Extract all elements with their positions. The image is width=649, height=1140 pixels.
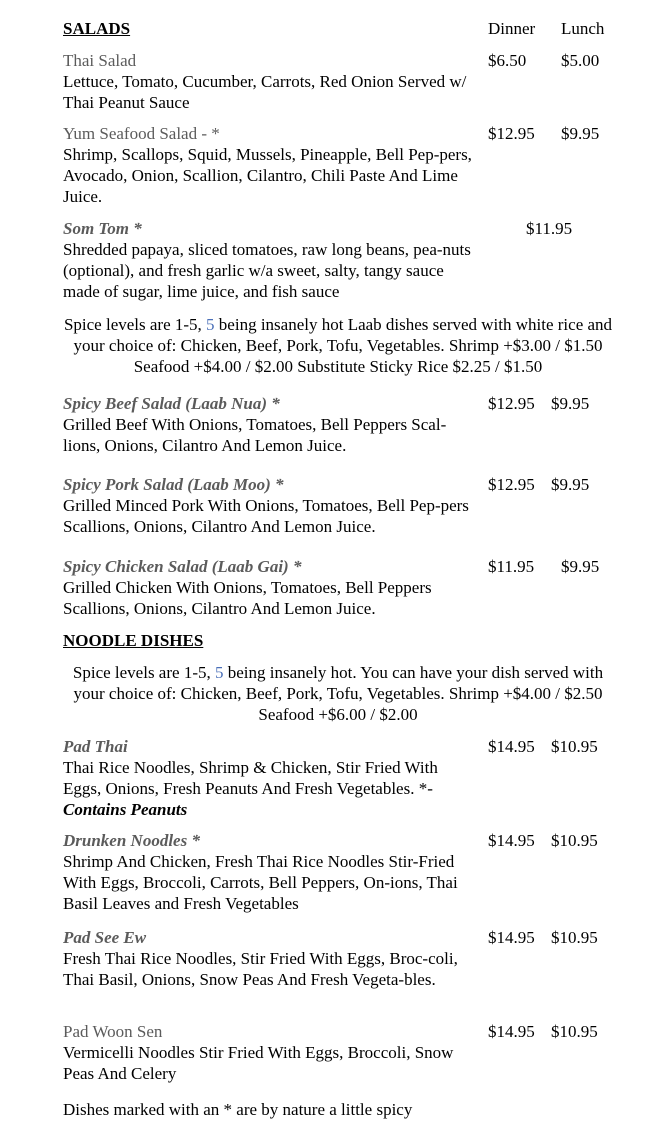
price-lunch: $10.95	[551, 737, 598, 756]
price-dinner: $6.50	[488, 51, 527, 70]
menu-item-name: Pad See Ew	[63, 928, 147, 947]
col-dinner-header: Dinner	[488, 19, 536, 38]
price-dinner: $14.95	[488, 928, 535, 947]
spice-note-text: Spice levels are 1-5,	[63, 315, 202, 334]
price-lunch: $10.95	[551, 928, 598, 947]
menu-item-desc: Shrimp And Chicken, Fresh Thai Rice Noodles Stir-Fried With Eggs, Broccoli, Carrots, Bell Peppers, On-ions, Thai Basil Leaves and Fresh Vegetables	[63, 852, 458, 913]
price-dinner: $14.95	[488, 737, 535, 756]
spice-note-text: being insanely hot Laab dishes served with white rice and your choice of: Chicken, Beef, Pork, Tofu, Vegetables. Shrimp +$3.00 / $1.50 Seafood +$4.00 / $2.00 Substitute Sticky Rice $2.25 / $1.50	[73, 315, 613, 376]
menu-item-desc: Grilled Chicken With Onions, Tomatoes, Bell Peppers Scallions, Onions, Cilantro And Lemon Juice.	[63, 578, 432, 618]
menu-item-desc: Shrimp, Scallops, Squid, Mussels, Pineapple, Bell Pep-pers, Avocado, Onion, Scallion, Cilantro, Chili Paste And Lime Juice.	[63, 145, 472, 206]
menu-item-desc	[63, 757, 475, 820]
spice-note-salads	[62, 314, 614, 377]
menu-item-name: Spicy Beef Salad (Laab Nua) *	[63, 394, 280, 413]
spice-note-noodles	[64, 662, 612, 725]
spice-note-text: Spice levels are 1-5,	[72, 663, 211, 682]
spice-level-five: 5	[206, 315, 215, 334]
price-lunch: $9.95	[551, 394, 590, 413]
menu-item-desc: Shredded papaya, sliced tomatoes, raw long beans, pea-nuts (optional), and fresh garlic w/a sweet, salty, tangy sauce made of sugar, lime juice, and fish sauce	[63, 240, 471, 301]
price-lunch: $9.95	[551, 475, 590, 494]
menu-item-name: Spicy Pork Salad (Laab Moo) *	[63, 475, 284, 494]
menu-item-name: Yum Seafood Salad - *	[63, 124, 220, 143]
price-dinner: $12.95	[488, 394, 535, 413]
menu-item-desc: Lettuce, Tomato, Cucumber, Carrots, Red Onion Served w/ Thai Peanut Sauce	[63, 72, 467, 112]
menu-item-name: Som Tom *	[63, 219, 142, 238]
price-lunch: $10.95	[551, 1022, 598, 1041]
price-dinner: $11.95	[488, 557, 535, 576]
menu-item-name: Spicy Chicken Salad (Laab Gai) *	[63, 557, 302, 576]
price-dinner: $12.95	[488, 124, 535, 143]
price-lunch: $5.00	[561, 51, 600, 70]
menu-item-name: Drunken Noodles *	[63, 831, 200, 850]
price-lunch: $9.95	[561, 124, 600, 143]
spice-level-five: 5	[214, 663, 224, 682]
price-lunch: $10.95	[551, 831, 598, 850]
menu-item-name: Pad Woon Sen	[63, 1022, 163, 1041]
price-dinner: $12.95	[488, 475, 535, 494]
price-single: $11.95	[526, 219, 573, 238]
price-lunch: $9.95	[561, 557, 600, 576]
price-dinner: $14.95	[488, 831, 535, 850]
spice-note-text: being insanely hot. You can have your dish served with your choice of: Chicken, Beef, Pork, Tofu, Vegetables. Shrimp +$4.00 / $2.50 Seafood +$6.00 / $2.00	[73, 663, 604, 724]
menu-item-name: Thai Salad	[63, 51, 137, 70]
menu-item-desc: Grilled Beef With Onions, Tomatoes, Bell Peppers Scal-lions, Onions, Cilantro And Lemon Juice.	[63, 415, 447, 455]
peanut-warning: Contains Peanuts	[63, 800, 188, 819]
menu-item-desc: Grilled Minced Pork With Onions, Tomatoes, Bell Pep-pers Scallions, Onions, Cilantro And Lemon Juice.	[63, 496, 469, 536]
col-lunch-header: Lunch	[561, 19, 605, 38]
price-dinner: $14.95	[488, 1022, 535, 1041]
salads-title: SALADS	[63, 19, 131, 38]
menu-item-name: Pad Thai	[63, 737, 128, 756]
menu-item-desc-text: Thai Rice Noodles, Shrimp & Chicken, Stir Fried With Eggs, Onions, Fresh Peanuts And Fresh Vegetables. *-	[63, 758, 438, 798]
noodles-title: NOODLE DISHES	[63, 631, 204, 650]
menu-item-desc: Fresh Thai Rice Noodles, Stir Fried With Eggs, Broc-coli, Thai Basil, Onions, Snow Peas And Fresh Vegeta-bles.	[63, 949, 458, 989]
spicy-footnote: Dishes marked with an * are by nature a little spicy	[63, 1100, 413, 1119]
menu-item-desc: Vermicelli Noodles Stir Fried With Eggs, Broccoli, Snow Peas And Celery	[63, 1043, 454, 1083]
